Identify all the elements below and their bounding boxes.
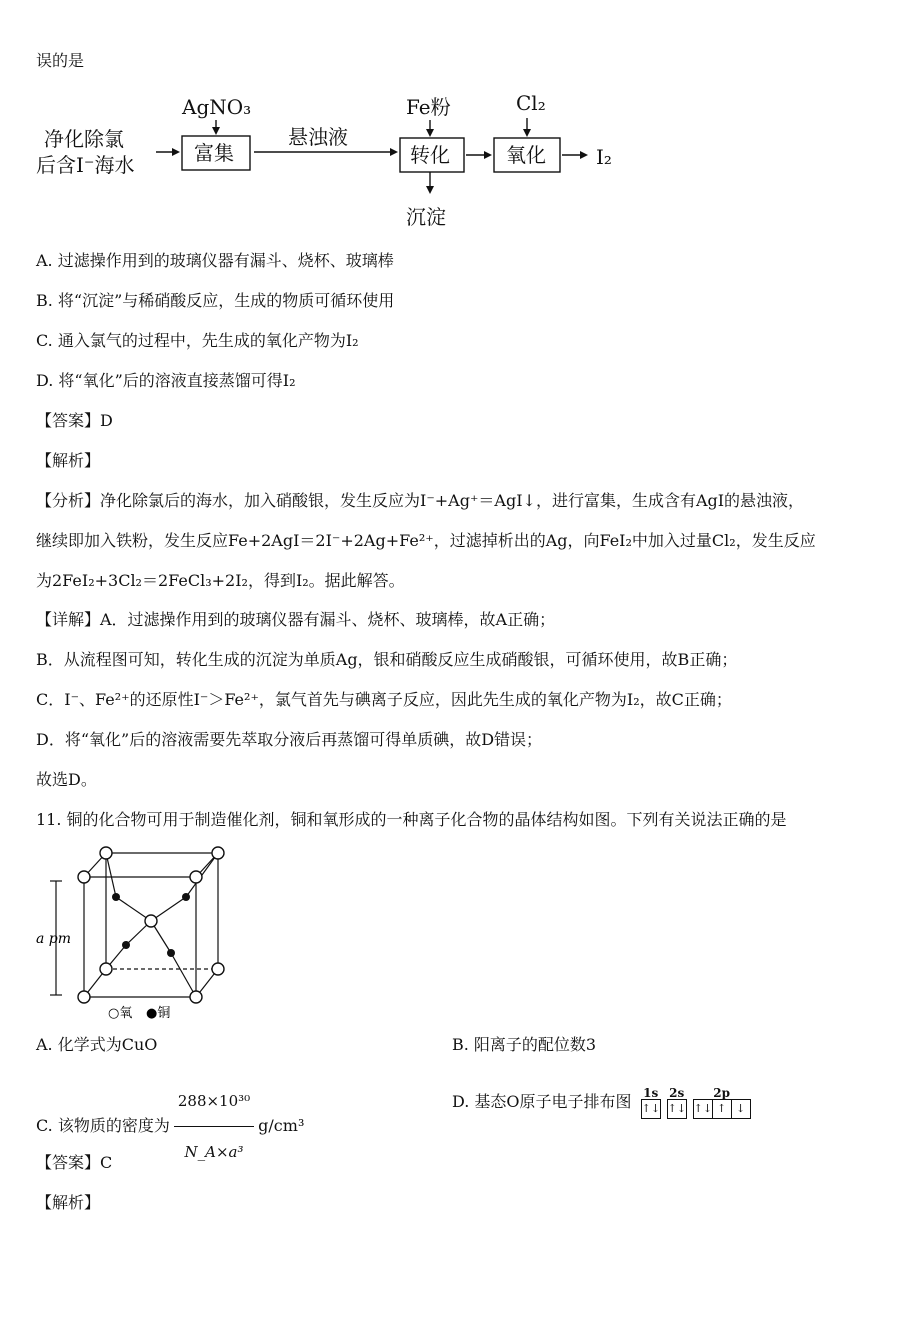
q10-option-d: D. 将“氧化”后的溶液直接蒸馏可得I₂ bbox=[36, 371, 296, 390]
mid-label: 悬浊液 bbox=[288, 125, 348, 149]
q10-option-a: A. 过滤操作用到的玻璃仪器有漏斗、烧杯、玻璃棒 bbox=[36, 251, 394, 270]
orbital-label: 2p bbox=[713, 1085, 731, 1100]
q10-detail-b: B．从流程图可知，转化生成的沉淀为单质Ag，银和硝酸反应生成硝酸银，可循环使用，故B正确； bbox=[36, 650, 738, 669]
q11-answer: 【答案】C bbox=[36, 1153, 113, 1172]
q10-option-c: C. 通入氯气的过程中，先生成的氧化产物为I₂ bbox=[36, 331, 359, 350]
orbital-cell: ↑↓ bbox=[693, 1099, 713, 1119]
q10-analysis-line-1: 【分析】净化除氯后的海水，加入硝酸银，发生反应为I⁻+Ag⁺＝AgI↓，进行富集，生成含有AgI的悬浊液， bbox=[36, 491, 805, 510]
q11-option-b: B. 阳离子的配位数3 bbox=[452, 1035, 597, 1054]
q11-analysis-title: 【解析】 bbox=[36, 1193, 101, 1212]
final-output: I₂ bbox=[596, 145, 612, 169]
density-fraction bbox=[174, 1078, 254, 1175]
arrowhead bbox=[172, 148, 180, 156]
density-unit: g/cm³ bbox=[258, 1116, 305, 1135]
q10-conclusion: 故选D。 bbox=[36, 770, 97, 789]
arrowhead bbox=[390, 148, 398, 156]
option-c-prefix: C. 该物质的密度为 bbox=[36, 1116, 170, 1135]
box1-reagent: AgNO₃ bbox=[182, 95, 252, 119]
legend-copper: ●铜 bbox=[146, 1006, 171, 1021]
arrowhead bbox=[426, 186, 434, 194]
q10-analysis-line-3: 为2FeI₂+3Cl₂＝2FeCl₃+2I₂，得到I₂。据此解答。 bbox=[36, 571, 405, 590]
density-denominator: N_A×a³ bbox=[184, 1143, 244, 1161]
orbital-cell: ↓ bbox=[732, 1099, 751, 1119]
box1-label: 富集 bbox=[194, 141, 234, 165]
density-numerator: 288×10³⁰ bbox=[174, 1078, 254, 1127]
q10-detail-d: D．将“氧化”后的溶液需要先萃取分液后再蒸馏可得单质碘，故D错误； bbox=[36, 730, 543, 749]
box2-reagent: Fe粉 bbox=[406, 95, 451, 119]
q10-detail-c: C．I⁻、Fe²⁺的还原性I⁻＞Fe²⁺，氯气首先与碘离子反应，因此先生成的氧化产物为I₂，故C正确； bbox=[36, 690, 732, 709]
q11-option-a: A. 化学式为CuO bbox=[36, 1035, 158, 1054]
arrowhead bbox=[484, 151, 492, 159]
box3-reagent: Cl₂ bbox=[516, 91, 546, 115]
flow-input-label-1: 净化除氯 bbox=[44, 127, 124, 151]
box2-output: 沉淀 bbox=[406, 205, 446, 229]
orbital-diagram bbox=[641, 1087, 751, 1119]
header-text: 误的是 bbox=[36, 51, 85, 70]
q10-analysis-line-2: 继续即加入铁粉，发生反应Fe+2AgI＝2I⁻+2Ag+Fe²⁺，过滤掉析出的Ag，向FeI₂中加入过量Cl₂，发生反应 bbox=[36, 531, 816, 550]
arrowhead bbox=[523, 129, 531, 137]
option-d-prefix: D. 基态O原子电子排布图 bbox=[452, 1092, 632, 1111]
orbital-cell: ↑↓ bbox=[641, 1099, 661, 1119]
flow-input-label-2: 后含I⁻海水 bbox=[36, 153, 135, 177]
crystal-structure-figure bbox=[36, 845, 246, 1021]
orbital-label: 2s bbox=[669, 1085, 685, 1100]
orbital-2s bbox=[667, 1087, 687, 1119]
orbital-2p bbox=[693, 1087, 751, 1119]
q11-option-d bbox=[452, 1082, 751, 1122]
q10-analysis-title: 【解析】 bbox=[36, 451, 101, 470]
q10-detail-a: 【详解】A．过滤操作用到的玻璃仪器有漏斗、烧杯、玻璃棒，故A正确； bbox=[36, 610, 556, 629]
box2-label: 转化 bbox=[410, 143, 450, 167]
q10-answer: 【答案】D bbox=[36, 411, 113, 430]
arrowhead bbox=[580, 151, 588, 159]
arrowhead bbox=[212, 127, 220, 135]
orbital-label: 1s bbox=[643, 1085, 659, 1100]
arrowhead bbox=[426, 129, 434, 137]
orbital-cell: ↑ bbox=[713, 1099, 732, 1119]
orbital-cell: ↑↓ bbox=[667, 1099, 687, 1119]
orbital-1s bbox=[641, 1087, 661, 1119]
q10-option-b: B. 将“沉淀”与稀硝酸反应，生成的物质可循环使用 bbox=[36, 291, 395, 310]
flow-diagram bbox=[30, 88, 650, 238]
dimension-label: a pm bbox=[36, 931, 72, 947]
box3-label: 氧化 bbox=[506, 143, 546, 167]
legend-oxygen: ○氧 bbox=[108, 1006, 133, 1021]
q11-stem: 11. 铜的化合物可用于制造催化剂，铜和氧形成的一种离子化合物的晶体结构如图。下列有关说法正确的是 bbox=[36, 810, 787, 829]
